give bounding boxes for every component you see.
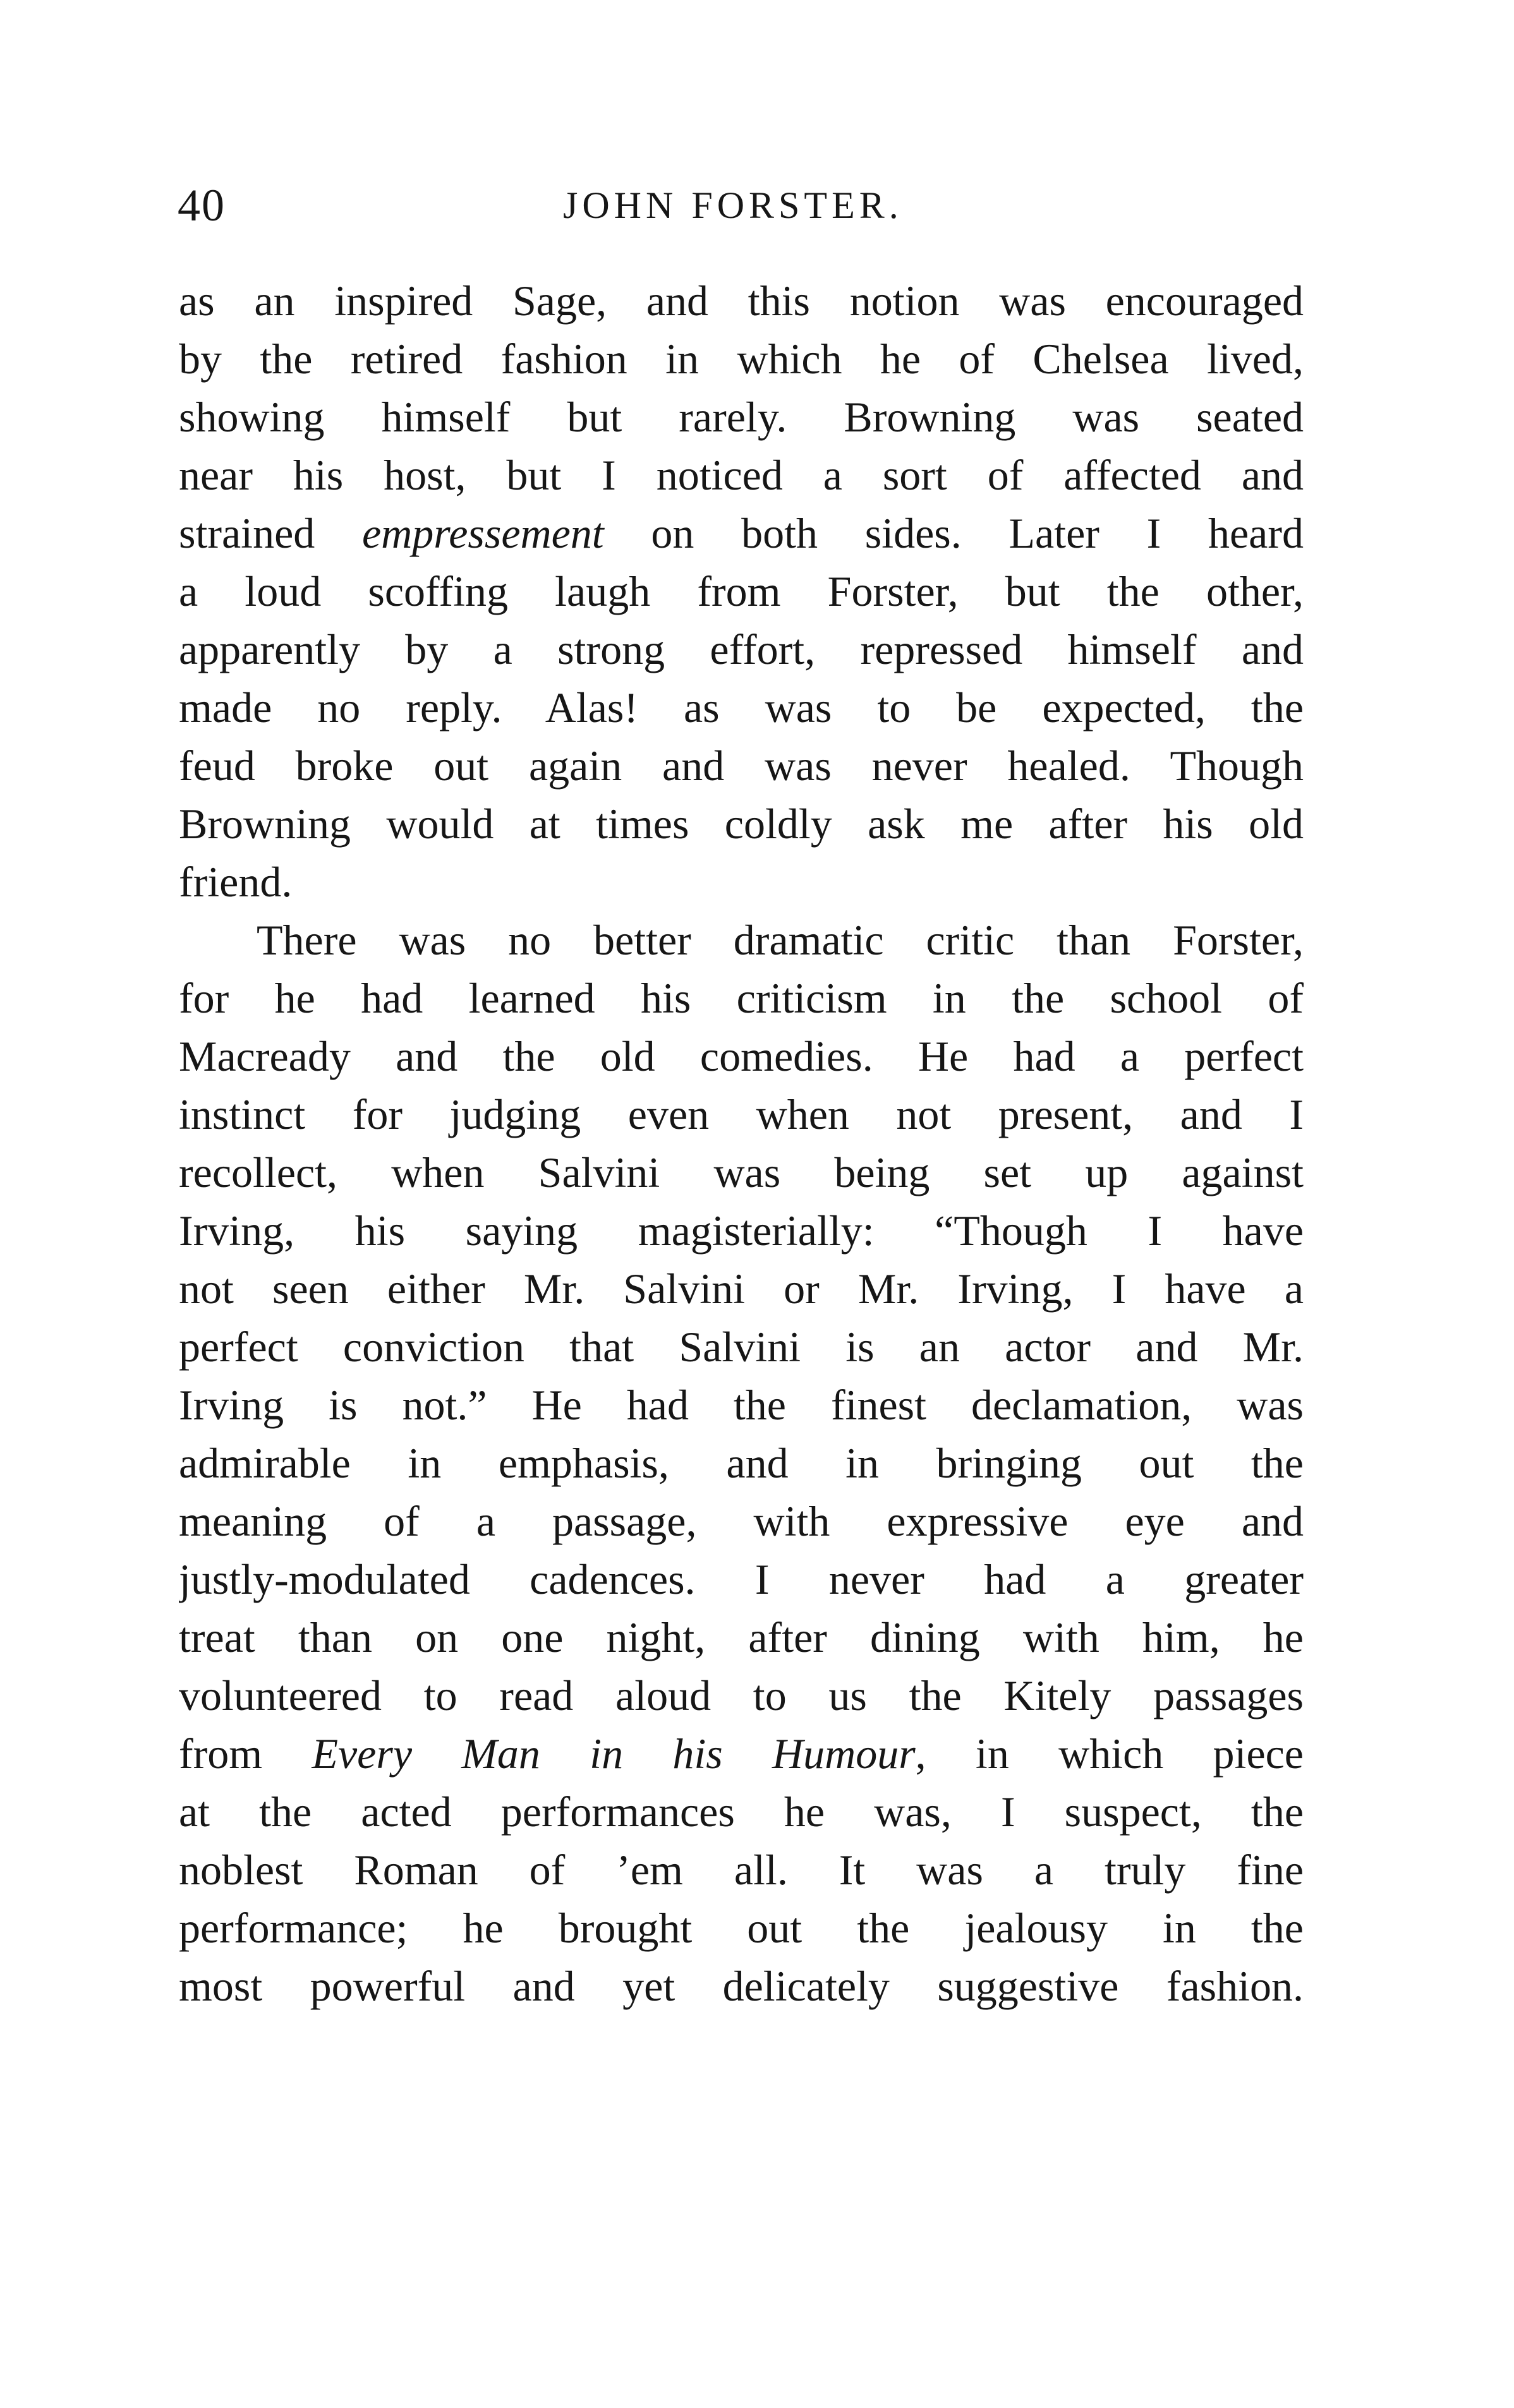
- text-line: meaning of a passage, with expressive eye and: [179, 1497, 1304, 1545]
- text-line: not seen either Mr. Salvini or Mr. Irving, I have a: [179, 1265, 1304, 1313]
- text-span: strained: [179, 509, 362, 557]
- page-header: [178, 171, 1302, 240]
- running-head: JOHN FORSTER.: [563, 184, 903, 226]
- text-line: Macready and the old comedies. He had a perfect: [179, 1032, 1304, 1080]
- text-line: by the retired fashion in which he of Chelsea lived,: [179, 335, 1304, 383]
- text-line: perfect conviction that Salvini is an actor and Mr.: [179, 1323, 1304, 1371]
- text-line: as an inspired Sage, and this notion was encouraged: [179, 277, 1304, 325]
- text-line: volunteered to read aloud to us the Kitely passages: [179, 1671, 1304, 1719]
- paragraph-end-line: friend.: [179, 858, 293, 906]
- text-line: instinct for judging even when not present, and I: [179, 1090, 1304, 1138]
- text-line: near his host, but I noticed a sort of affected and: [179, 451, 1304, 499]
- text-line: Browning would at times coldly ask me after his old: [179, 800, 1304, 848]
- text-line: recollect, when Salvini was being set up against: [179, 1148, 1304, 1196]
- text-line: Irving is not.” He had the finest declamation, was: [179, 1381, 1304, 1429]
- text-line: [179, 504, 1304, 562]
- text-span: , in which piece: [915, 1730, 1304, 1778]
- text-line: at the acted performances he was, I suspect, the: [179, 1788, 1304, 1836]
- text-line: for he had learned his criticism in the school of: [179, 974, 1304, 1022]
- text-span: from: [179, 1730, 312, 1778]
- text-line: feud broke out again and was never healed. Though: [179, 742, 1304, 790]
- text-span: on both sides. Later I heard: [603, 509, 1304, 557]
- text-line: most powerful and yet delicately suggestive fashion.: [179, 1962, 1304, 2010]
- text-line: [179, 1725, 1304, 1783]
- text-line: performance; he brought out the jealousy in the: [179, 1904, 1304, 1952]
- page-number: 40: [178, 180, 226, 231]
- text-line: noblest Roman of ’em all. It was a truly fine: [179, 1846, 1304, 1894]
- text-line: a loud scoffing laugh from Forster, but the other,: [179, 567, 1304, 615]
- text-line: Irving, his saying magisterially: “Though I have: [179, 1207, 1304, 1255]
- text-line: apparently by a strong effort, repressed himself and: [179, 625, 1304, 673]
- text-line: made no reply. Alas! as was to be expected, the: [179, 683, 1304, 731]
- text-line: justly-modulated cadences. I never had a greater: [179, 1555, 1304, 1603]
- italic-title-every-man-in-his-humour: Every Man in his Humour: [312, 1730, 916, 1778]
- body-text: [179, 272, 1304, 2015]
- italic-term-empressement: empressement: [361, 509, 604, 557]
- text-line: admirable in emphasis, and in bringing out the: [179, 1439, 1304, 1487]
- text-line: treat than on one night, after dining with him, he: [179, 1613, 1304, 1661]
- text-line: showing himself but rarely. Browning was seated: [179, 393, 1304, 441]
- paragraph-start-line: There was no better dramatic critic than Forster,: [257, 916, 1304, 964]
